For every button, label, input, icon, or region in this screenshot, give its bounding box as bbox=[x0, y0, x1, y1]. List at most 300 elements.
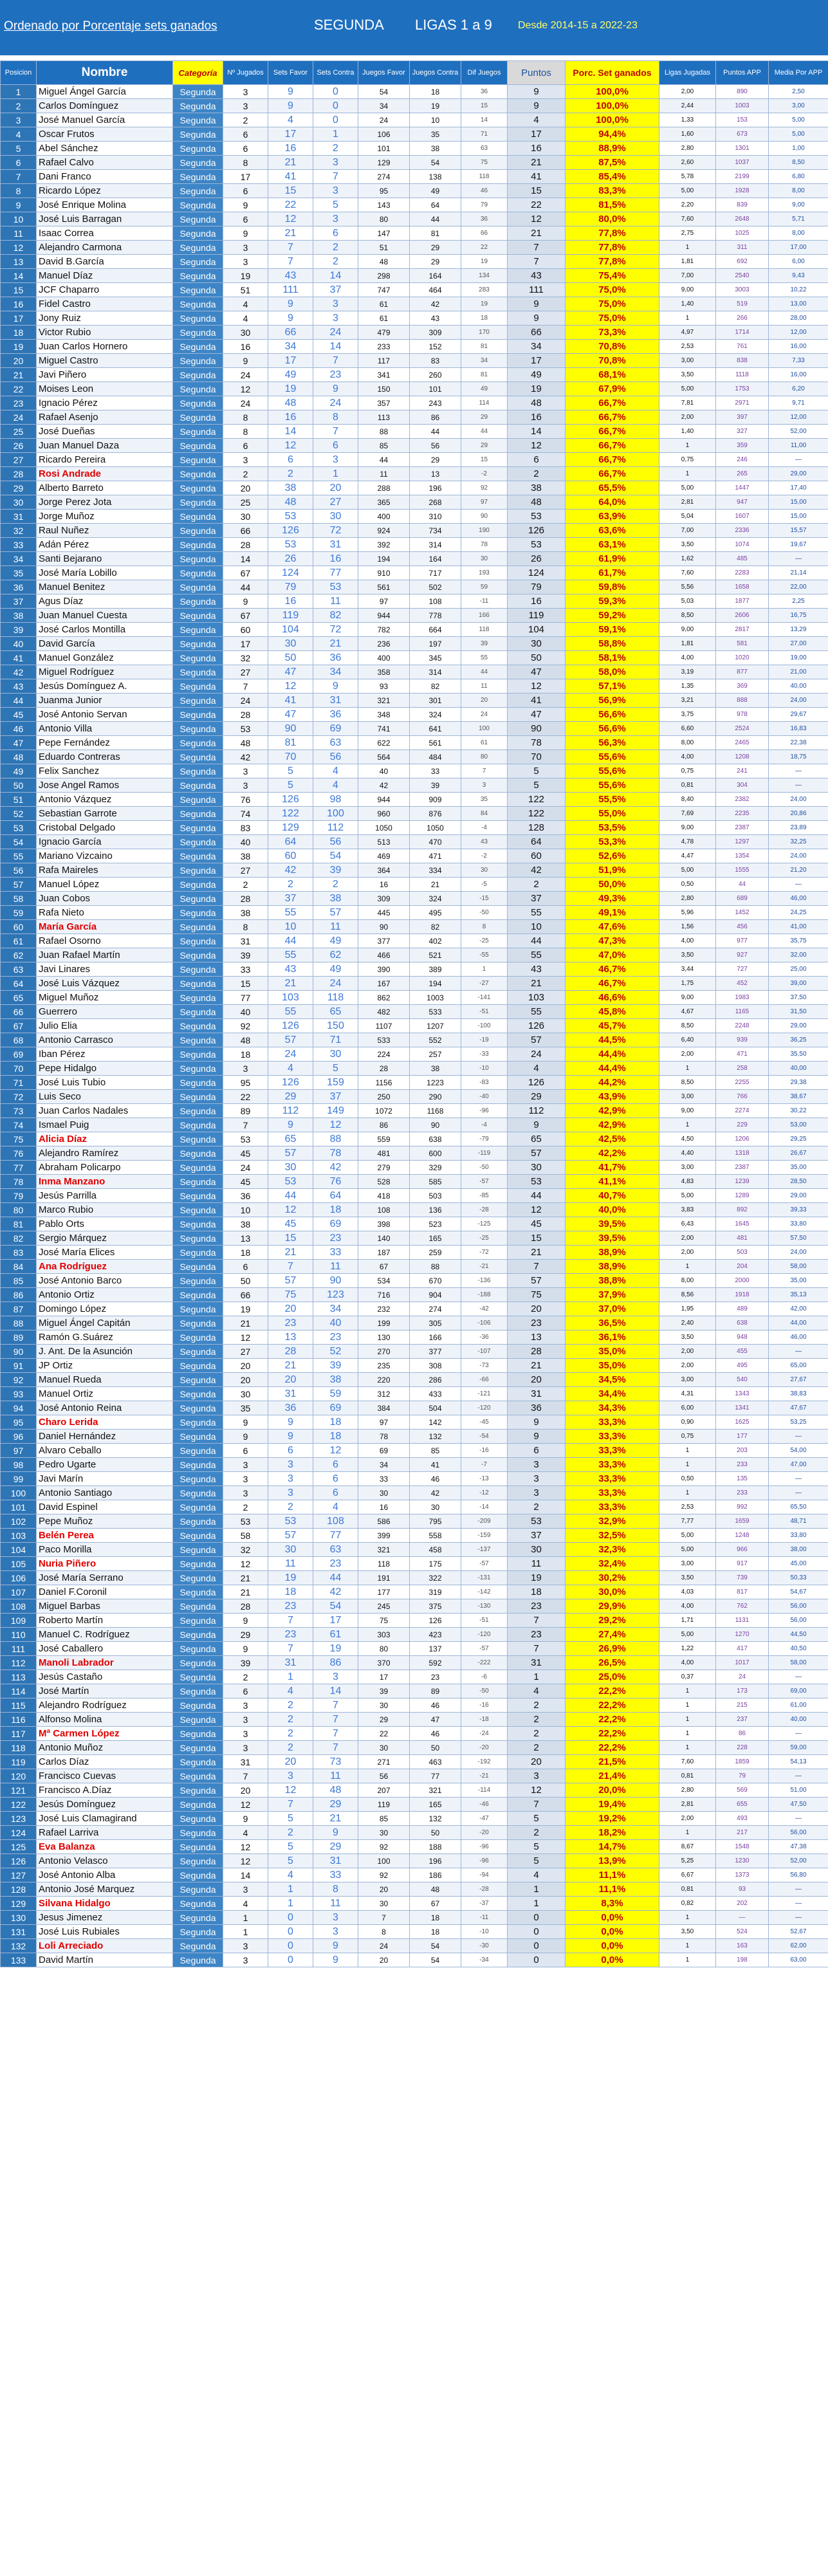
table-row[interactable] bbox=[1, 1854, 828, 1868]
position-cell: 86 bbox=[1, 1288, 37, 1302]
games-against-cell: 197 bbox=[410, 637, 461, 651]
table-row[interactable] bbox=[1, 510, 828, 524]
points-cell: 124 bbox=[508, 566, 566, 580]
table-row[interactable] bbox=[1, 1019, 828, 1033]
set-percentage-cell: 46,7% bbox=[566, 977, 659, 991]
table-row[interactable] bbox=[1, 425, 828, 439]
table-row[interactable] bbox=[1, 651, 828, 665]
table-row[interactable] bbox=[1, 1713, 828, 1727]
table-row[interactable] bbox=[1, 594, 828, 609]
leagues-played-cell: 5,03 bbox=[659, 594, 716, 609]
table-row[interactable] bbox=[1, 1684, 828, 1698]
table-row[interactable] bbox=[1, 1953, 828, 1967]
played-cell: 6 bbox=[223, 1684, 268, 1698]
table-row[interactable] bbox=[1, 226, 828, 241]
games-for-cell: 97 bbox=[358, 594, 410, 609]
games-for-cell: 747 bbox=[358, 283, 410, 297]
col-header-category[interactable]: Categoría bbox=[173, 61, 223, 85]
games-against-cell: 423 bbox=[410, 1628, 461, 1642]
sets-against-cell: 6 bbox=[313, 1472, 358, 1486]
table-row[interactable] bbox=[1, 1939, 828, 1953]
table-row[interactable] bbox=[1, 849, 828, 863]
app-average-cell: 17,40 bbox=[769, 481, 828, 495]
table-row[interactable] bbox=[1, 1614, 828, 1628]
sets-against-cell: 24 bbox=[313, 326, 358, 340]
games-for-cell: 44 bbox=[358, 453, 410, 467]
table-row[interactable] bbox=[1, 566, 828, 580]
games-for-cell: 22 bbox=[358, 1727, 410, 1741]
set-percentage-cell: 42,9% bbox=[566, 1118, 659, 1132]
table-row[interactable] bbox=[1, 920, 828, 934]
table-row[interactable] bbox=[1, 1274, 828, 1288]
table-row[interactable] bbox=[1, 1146, 828, 1161]
player-name: Oscar Frutos bbox=[37, 127, 173, 142]
table-row[interactable] bbox=[1, 1288, 828, 1302]
table-row[interactable] bbox=[1, 368, 828, 382]
table-row[interactable] bbox=[1, 934, 828, 948]
table-row[interactable] bbox=[1, 1076, 828, 1090]
table-row[interactable] bbox=[1, 127, 828, 142]
app-points-cell: 311 bbox=[716, 241, 769, 255]
table-row[interactable] bbox=[1, 283, 828, 297]
table-row[interactable] bbox=[1, 750, 828, 764]
category-cell: Segunda bbox=[173, 354, 223, 368]
sets-against-cell: 9 bbox=[313, 679, 358, 694]
table-row[interactable] bbox=[1, 948, 828, 962]
games-against-cell: 904 bbox=[410, 1288, 461, 1302]
games-diff-cell: -10 bbox=[461, 1925, 508, 1939]
points-cell: 78 bbox=[508, 736, 566, 750]
app-points-cell: 1645 bbox=[716, 1217, 769, 1231]
app-average-cell: 1,00 bbox=[769, 142, 828, 156]
points-cell: 20 bbox=[508, 1755, 566, 1769]
played-cell: 18 bbox=[223, 1047, 268, 1062]
app-points-cell: 241 bbox=[716, 764, 769, 778]
table-row[interactable] bbox=[1, 311, 828, 326]
table-row[interactable] bbox=[1, 1430, 828, 1444]
table-row[interactable] bbox=[1, 453, 828, 467]
set-percentage-cell: 47,3% bbox=[566, 934, 659, 948]
sets-against-cell: 59 bbox=[313, 1387, 358, 1401]
table-row[interactable] bbox=[1, 1104, 828, 1118]
table-row[interactable] bbox=[1, 1302, 828, 1316]
category-cell: Segunda bbox=[173, 170, 223, 184]
games-for-cell: 309 bbox=[358, 892, 410, 906]
app-points-cell: 540 bbox=[716, 1373, 769, 1387]
table-row[interactable] bbox=[1, 1401, 828, 1415]
table-row[interactable] bbox=[1, 297, 828, 311]
table-row[interactable] bbox=[1, 142, 828, 156]
table-row[interactable] bbox=[1, 778, 828, 793]
col-header-app-points[interactable]: Puntos APP bbox=[716, 61, 769, 85]
sets-against-cell: 31 bbox=[313, 1854, 358, 1868]
table-row[interactable] bbox=[1, 1798, 828, 1812]
games-diff-cell: 35 bbox=[461, 793, 508, 807]
leagues-played-cell: 1 bbox=[659, 439, 716, 453]
position-cell: 23 bbox=[1, 396, 37, 410]
category-cell: Segunda bbox=[173, 127, 223, 142]
app-average-cell: — bbox=[769, 1769, 828, 1783]
col-header-name[interactable]: Nombre bbox=[37, 61, 173, 85]
table-row[interactable] bbox=[1, 1246, 828, 1260]
played-cell: 9 bbox=[223, 198, 268, 212]
set-percentage-cell: 59,3% bbox=[566, 594, 659, 609]
table-row[interactable] bbox=[1, 481, 828, 495]
table-row[interactable] bbox=[1, 552, 828, 566]
player-name: Jesús Castaño bbox=[37, 1670, 173, 1684]
table-row[interactable] bbox=[1, 1925, 828, 1939]
app-points-cell: 2248 bbox=[716, 1019, 769, 1033]
games-diff-cell: 114 bbox=[461, 396, 508, 410]
app-points-cell: 304 bbox=[716, 778, 769, 793]
played-cell: 9 bbox=[223, 1415, 268, 1430]
position-cell: 121 bbox=[1, 1783, 37, 1798]
sets-against-cell: 7 bbox=[313, 1698, 358, 1713]
category-cell: Segunda bbox=[173, 1345, 223, 1359]
table-row[interactable] bbox=[1, 1769, 828, 1783]
col-header-set-percentage[interactable]: Porc. Set ganados bbox=[566, 61, 659, 85]
col-header-position[interactable]: Posicion bbox=[1, 61, 37, 85]
table-row[interactable] bbox=[1, 991, 828, 1005]
set-percentage-cell: 66,7% bbox=[566, 467, 659, 481]
table-row[interactable] bbox=[1, 524, 828, 538]
table-row[interactable] bbox=[1, 1090, 828, 1104]
games-diff-cell: -73 bbox=[461, 1359, 508, 1373]
table-row[interactable] bbox=[1, 1826, 828, 1840]
games-for-cell: 364 bbox=[358, 863, 410, 878]
col-header-played[interactable]: Nº Jugados bbox=[223, 61, 268, 85]
points-cell: 5 bbox=[508, 1854, 566, 1868]
player-name: Raul Nuñez bbox=[37, 524, 173, 538]
points-cell: 1 bbox=[508, 1670, 566, 1684]
games-against-cell: 41 bbox=[410, 1458, 461, 1472]
leagues-played-cell: 2,60 bbox=[659, 156, 716, 170]
app-average-cell: 47,38 bbox=[769, 1840, 828, 1854]
category-cell: Segunda bbox=[173, 1132, 223, 1146]
table-row[interactable] bbox=[1, 1911, 828, 1925]
app-average-cell: 24,25 bbox=[769, 906, 828, 920]
leagues-played-cell: 5,25 bbox=[659, 1854, 716, 1868]
points-cell: 17 bbox=[508, 354, 566, 368]
games-diff-cell: -106 bbox=[461, 1316, 508, 1330]
table-row[interactable] bbox=[1, 708, 828, 722]
table-row[interactable] bbox=[1, 85, 828, 99]
sets-against-cell: 42 bbox=[313, 1585, 358, 1599]
games-against-cell: 13 bbox=[410, 467, 461, 481]
table-row[interactable] bbox=[1, 1656, 828, 1670]
category-cell: Segunda bbox=[173, 1274, 223, 1288]
sets-against-cell: 3 bbox=[313, 1925, 358, 1939]
points-cell: 12 bbox=[508, 1783, 566, 1798]
points-cell: 5 bbox=[508, 1812, 566, 1826]
position-cell: 61 bbox=[1, 934, 37, 948]
table-row[interactable] bbox=[1, 326, 828, 340]
player-name: Sebastian Garrote bbox=[37, 807, 173, 821]
table-row[interactable] bbox=[1, 1599, 828, 1614]
table-row[interactable] bbox=[1, 1189, 828, 1203]
position-cell: 43 bbox=[1, 679, 37, 694]
sets-for-cell: 6 bbox=[268, 1444, 313, 1458]
table-row[interactable] bbox=[1, 1670, 828, 1684]
leagues-played-cell: 2,00 bbox=[659, 1231, 716, 1246]
points-cell: 7 bbox=[508, 1798, 566, 1812]
table-row[interactable] bbox=[1, 1033, 828, 1047]
sets-against-cell: 36 bbox=[313, 651, 358, 665]
played-cell: 29 bbox=[223, 1628, 268, 1642]
table-row[interactable] bbox=[1, 1444, 828, 1458]
leagues-played-cell: 4,03 bbox=[659, 1585, 716, 1599]
games-for-cell: 400 bbox=[358, 510, 410, 524]
table-row[interactable] bbox=[1, 184, 828, 198]
games-against-cell: 257 bbox=[410, 1047, 461, 1062]
sets-against-cell: 34 bbox=[313, 1302, 358, 1316]
games-diff-cell: 63 bbox=[461, 142, 508, 156]
games-diff-cell: -10 bbox=[461, 1062, 508, 1076]
games-for-cell: 910 bbox=[358, 566, 410, 580]
col-header-games-against[interactable]: Juegos Contra bbox=[410, 61, 461, 85]
table-row[interactable] bbox=[1, 764, 828, 778]
table-row[interactable] bbox=[1, 1529, 828, 1543]
leagues-played-cell: 2,00 bbox=[659, 410, 716, 425]
sort-order-link[interactable]: Ordenado por Porcentaje sets ganados bbox=[4, 19, 217, 33]
table-row[interactable] bbox=[1, 1514, 828, 1529]
played-cell: 6 bbox=[223, 439, 268, 453]
col-header-leagues-played[interactable]: Ligas Jugadas bbox=[659, 61, 716, 85]
table-row[interactable] bbox=[1, 821, 828, 835]
games-for-cell: 370 bbox=[358, 1656, 410, 1670]
table-row[interactable] bbox=[1, 1741, 828, 1755]
played-cell: 4 bbox=[223, 1826, 268, 1840]
table-row[interactable] bbox=[1, 1543, 828, 1557]
player-name: Ana Rodríguez bbox=[37, 1260, 173, 1274]
app-points-cell: 939 bbox=[716, 1033, 769, 1047]
points-cell: 37 bbox=[508, 892, 566, 906]
games-diff-cell: -57 bbox=[461, 1557, 508, 1571]
position-cell: 12 bbox=[1, 241, 37, 255]
table-row[interactable] bbox=[1, 1727, 828, 1741]
table-row[interactable] bbox=[1, 1812, 828, 1826]
table-row[interactable] bbox=[1, 1868, 828, 1882]
table-row[interactable] bbox=[1, 722, 828, 736]
table-row[interactable] bbox=[1, 396, 828, 410]
table-row[interactable] bbox=[1, 1840, 828, 1854]
col-header-games-diff[interactable]: Dif Juegos bbox=[461, 61, 508, 85]
games-for-cell: 481 bbox=[358, 1146, 410, 1161]
table-row[interactable] bbox=[1, 1231, 828, 1246]
set-percentage-cell: 77,8% bbox=[566, 255, 659, 269]
sets-for-cell: 12 bbox=[268, 1783, 313, 1798]
table-row[interactable] bbox=[1, 538, 828, 552]
table-row[interactable] bbox=[1, 1359, 828, 1373]
sets-against-cell: 3 bbox=[313, 1911, 358, 1925]
table-row[interactable] bbox=[1, 156, 828, 170]
table-row[interactable] bbox=[1, 1316, 828, 1330]
table-row[interactable] bbox=[1, 906, 828, 920]
position-cell: 20 bbox=[1, 354, 37, 368]
played-cell: 28 bbox=[223, 708, 268, 722]
table-row[interactable] bbox=[1, 1783, 828, 1798]
points-cell: 75 bbox=[508, 1288, 566, 1302]
app-points-cell: 966 bbox=[716, 1543, 769, 1557]
played-cell: 17 bbox=[223, 637, 268, 651]
table-row[interactable] bbox=[1, 694, 828, 708]
sets-for-cell: 3 bbox=[268, 1472, 313, 1486]
table-row[interactable] bbox=[1, 1203, 828, 1217]
table-row[interactable] bbox=[1, 269, 828, 283]
category-cell: Segunda bbox=[173, 708, 223, 722]
app-points-cell: 153 bbox=[716, 113, 769, 127]
table-row[interactable] bbox=[1, 977, 828, 991]
table-row[interactable] bbox=[1, 580, 828, 594]
table-row[interactable] bbox=[1, 892, 828, 906]
table-row[interactable] bbox=[1, 1571, 828, 1585]
table-row[interactable] bbox=[1, 1118, 828, 1132]
table-row[interactable] bbox=[1, 198, 828, 212]
table-row[interactable] bbox=[1, 354, 828, 368]
table-row[interactable] bbox=[1, 1472, 828, 1486]
sets-against-cell: 2 bbox=[313, 255, 358, 269]
table-row[interactable] bbox=[1, 1755, 828, 1769]
leagues-played-cell: 8,56 bbox=[659, 1288, 716, 1302]
table-row[interactable] bbox=[1, 962, 828, 977]
played-cell: 2 bbox=[223, 1500, 268, 1514]
position-cell: 87 bbox=[1, 1302, 37, 1316]
position-cell: 104 bbox=[1, 1543, 37, 1557]
table-row[interactable] bbox=[1, 1132, 828, 1146]
set-percentage-cell: 55,6% bbox=[566, 778, 659, 793]
col-header-points[interactable]: Puntos bbox=[508, 61, 566, 85]
table-row[interactable] bbox=[1, 1585, 828, 1599]
games-diff-cell: 79 bbox=[461, 198, 508, 212]
table-row[interactable] bbox=[1, 863, 828, 878]
table-row[interactable] bbox=[1, 1500, 828, 1514]
points-cell: 90 bbox=[508, 722, 566, 736]
table-row[interactable] bbox=[1, 1345, 828, 1359]
app-points-cell: 493 bbox=[716, 1812, 769, 1826]
table-row[interactable] bbox=[1, 410, 828, 425]
app-average-cell: 45,00 bbox=[769, 1557, 828, 1571]
player-name: Antonio Villa bbox=[37, 722, 173, 736]
leagues-played-cell: 5,00 bbox=[659, 863, 716, 878]
table-row[interactable] bbox=[1, 835, 828, 849]
games-diff-cell: -130 bbox=[461, 1599, 508, 1614]
points-cell: 48 bbox=[508, 495, 566, 510]
table-row[interactable] bbox=[1, 736, 828, 750]
table-row[interactable] bbox=[1, 1217, 828, 1231]
table-row[interactable] bbox=[1, 1330, 828, 1345]
games-diff-cell: 39 bbox=[461, 637, 508, 651]
table-row[interactable] bbox=[1, 807, 828, 821]
points-cell: 128 bbox=[508, 821, 566, 835]
position-cell: 30 bbox=[1, 495, 37, 510]
position-cell: 98 bbox=[1, 1458, 37, 1472]
table-row[interactable] bbox=[1, 99, 828, 113]
table-row[interactable] bbox=[1, 495, 828, 510]
table-row[interactable] bbox=[1, 1628, 828, 1642]
sets-against-cell: 11 bbox=[313, 1769, 358, 1783]
table-row[interactable] bbox=[1, 113, 828, 127]
table-row[interactable] bbox=[1, 1373, 828, 1387]
games-for-cell: 29 bbox=[358, 1713, 410, 1727]
player-name: Pablo Orts bbox=[37, 1217, 173, 1231]
table-row[interactable] bbox=[1, 1458, 828, 1472]
table-row[interactable] bbox=[1, 241, 828, 255]
app-points-cell: 739 bbox=[716, 1571, 769, 1585]
table-row[interactable] bbox=[1, 878, 828, 892]
table-row[interactable] bbox=[1, 1047, 828, 1062]
table-row[interactable] bbox=[1, 793, 828, 807]
sets-for-cell: 47 bbox=[268, 665, 313, 679]
position-cell: 120 bbox=[1, 1769, 37, 1783]
category-cell: Segunda bbox=[173, 594, 223, 609]
table-row[interactable] bbox=[1, 467, 828, 481]
table-row[interactable] bbox=[1, 1062, 828, 1076]
table-row[interactable] bbox=[1, 1642, 828, 1656]
table-row[interactable] bbox=[1, 255, 828, 269]
col-header-sets-against[interactable]: Sets Contra bbox=[313, 61, 358, 85]
set-percentage-cell: 14,7% bbox=[566, 1840, 659, 1854]
table-row[interactable] bbox=[1, 1415, 828, 1430]
sets-against-cell: 3 bbox=[313, 453, 358, 467]
category-cell: Segunda bbox=[173, 962, 223, 977]
col-header-sets-for[interactable]: Sets Favor bbox=[268, 61, 313, 85]
games-diff-cell: 19 bbox=[461, 255, 508, 269]
table-row[interactable] bbox=[1, 609, 828, 623]
table-row[interactable] bbox=[1, 340, 828, 354]
table-row[interactable] bbox=[1, 1175, 828, 1189]
table-row[interactable] bbox=[1, 1557, 828, 1571]
table-row[interactable] bbox=[1, 665, 828, 679]
table-row[interactable] bbox=[1, 1260, 828, 1274]
position-cell: 11 bbox=[1, 226, 37, 241]
games-diff-cell: -50 bbox=[461, 906, 508, 920]
table-row[interactable] bbox=[1, 1161, 828, 1175]
table-row[interactable] bbox=[1, 637, 828, 651]
table-row[interactable] bbox=[1, 679, 828, 694]
table-row[interactable] bbox=[1, 439, 828, 453]
table-row[interactable] bbox=[1, 212, 828, 226]
category-cell: Segunda bbox=[173, 1727, 223, 1741]
table-row[interactable] bbox=[1, 170, 828, 184]
table-row[interactable] bbox=[1, 1005, 828, 1019]
position-cell: 109 bbox=[1, 1614, 37, 1628]
position-cell: 8 bbox=[1, 184, 37, 198]
col-header-app-average[interactable]: Media Por APP bbox=[769, 61, 828, 85]
category-cell: Segunda bbox=[173, 1472, 223, 1486]
games-diff-cell: -107 bbox=[461, 1345, 508, 1359]
col-header-games-for[interactable]: Juegos Favor bbox=[358, 61, 410, 85]
table-row[interactable] bbox=[1, 1387, 828, 1401]
table-row[interactable] bbox=[1, 623, 828, 637]
games-diff-cell: 97 bbox=[461, 495, 508, 510]
player-name: José Antonio Alba bbox=[37, 1868, 173, 1882]
table-row[interactable] bbox=[1, 1882, 828, 1897]
app-points-cell: 947 bbox=[716, 495, 769, 510]
table-row[interactable] bbox=[1, 1698, 828, 1713]
app-points-cell: 79 bbox=[716, 1769, 769, 1783]
position-cell: 124 bbox=[1, 1826, 37, 1840]
sets-for-cell: 13 bbox=[268, 1330, 313, 1345]
set-percentage-cell: 44,5% bbox=[566, 1033, 659, 1047]
table-row[interactable] bbox=[1, 1486, 828, 1500]
table-row[interactable] bbox=[1, 382, 828, 396]
games-for-cell: 390 bbox=[358, 962, 410, 977]
games-against-cell: 23 bbox=[410, 1670, 461, 1684]
sets-for-cell: 48 bbox=[268, 495, 313, 510]
table-row[interactable] bbox=[1, 1897, 828, 1911]
set-percentage-cell: 38,9% bbox=[566, 1260, 659, 1274]
sets-against-cell: 0 bbox=[313, 99, 358, 113]
